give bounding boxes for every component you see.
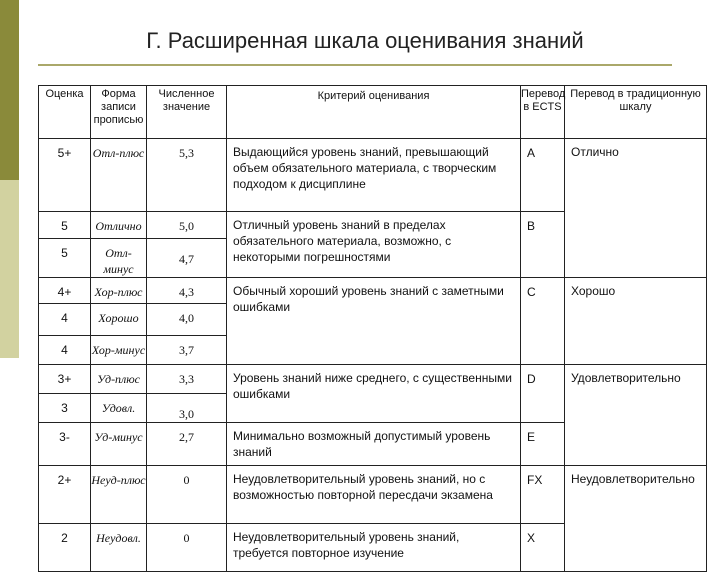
numeric-cell: 5,0 [147,212,227,239]
header-grade: Оценка [39,86,91,139]
written-cell: Хор-плюс [91,278,147,304]
numeric-cell: 5,3 [147,139,227,212]
written-cell: Неудовл. [91,524,147,572]
grade-cell: 2 [39,524,91,572]
criterion-cell: Неудовлетворительный уровень знаний, но с возможностью повторной пересдачи экзамена [227,466,521,524]
title-divider [38,64,672,66]
table-row [39,466,707,524]
ects-cell: FX [521,466,565,524]
table-row [39,139,707,212]
written-cell: Отл-минус [91,239,147,278]
table-row [39,278,707,304]
header-criterion: Критерий оценивания [227,86,521,139]
numeric-cell: 3,7 [147,336,227,365]
table-row [39,365,707,394]
numeric-cell: 4,7 [147,239,227,278]
grade-cell: 4+ [39,278,91,304]
grade-cell: 3 [39,394,91,423]
criterion-cell: Уровень знаний ниже среднего, с существенными ошибками [227,365,521,423]
header-written: Форма записи прописью [91,86,147,139]
traditional-cell: Неудовлетворительно [565,466,707,572]
written-cell: Неуд-плюс [91,466,147,524]
grade-cell: 5 [39,239,91,278]
ects-cell: B [521,212,565,278]
header-ects: Перевод в ECTS [521,86,565,139]
criterion-cell: Минимально возможный допустимый уровень знаний [227,423,521,466]
traditional-cell: Хорошо [565,278,707,365]
numeric-cell: 0 [147,524,227,572]
written-cell: Уд-плюс [91,365,147,394]
numeric-cell: 0 [147,466,227,524]
grade-cell: 4 [39,304,91,336]
table-header-row [39,86,707,139]
header-numeric: Численное значение [147,86,227,139]
grade-cell: 5 [39,212,91,239]
numeric-cell: 3,0 [147,394,227,423]
grade-cell: 4 [39,336,91,365]
criterion-cell: Отличный уровень знаний в пределах обязательного материала, возможно, с некоторыми погрешностями [227,212,521,278]
written-cell: Отлично [91,212,147,239]
written-cell: Отл-плюс [91,139,147,212]
written-cell: Уд-минус [91,423,147,466]
page-title: Г. Расширенная шкала оценивания знаний [146,28,584,53]
written-cell: Удовл. [91,394,147,423]
criterion-cell: Неудовлетворительный уровень знаний, требуется повторное изучение [227,524,521,572]
numeric-cell: 3,3 [147,365,227,394]
ects-cell: C [521,278,565,365]
grading-scale-table [38,85,707,572]
numeric-cell: 4,0 [147,304,227,336]
traditional-cell: Удовлетворительно [565,365,707,466]
numeric-cell: 2,7 [147,423,227,466]
written-cell: Хорошо [91,304,147,336]
ects-cell: D [521,365,565,423]
written-cell: Хор-минус [91,336,147,365]
grade-cell: 3- [39,423,91,466]
traditional-cell: Отлично [565,139,707,278]
grade-cell: 2+ [39,466,91,524]
grade-cell: 3+ [39,365,91,394]
ects-cell: A [521,139,565,212]
decor-bar-dark [0,0,19,180]
ects-cell: X [521,524,565,572]
criterion-cell: Обычный хороший уровень знаний с заметными ошибками [227,278,521,365]
numeric-cell: 4,3 [147,278,227,304]
header-traditional: Перевод в традиционную шкалу [565,86,707,139]
criterion-cell: Выдающийся уровень знаний, превышающий объем обязательного материала, с творческим подходом к дисциплине [227,139,521,212]
decor-bar-light [0,180,19,358]
grade-cell: 5+ [39,139,91,212]
ects-cell: E [521,423,565,466]
